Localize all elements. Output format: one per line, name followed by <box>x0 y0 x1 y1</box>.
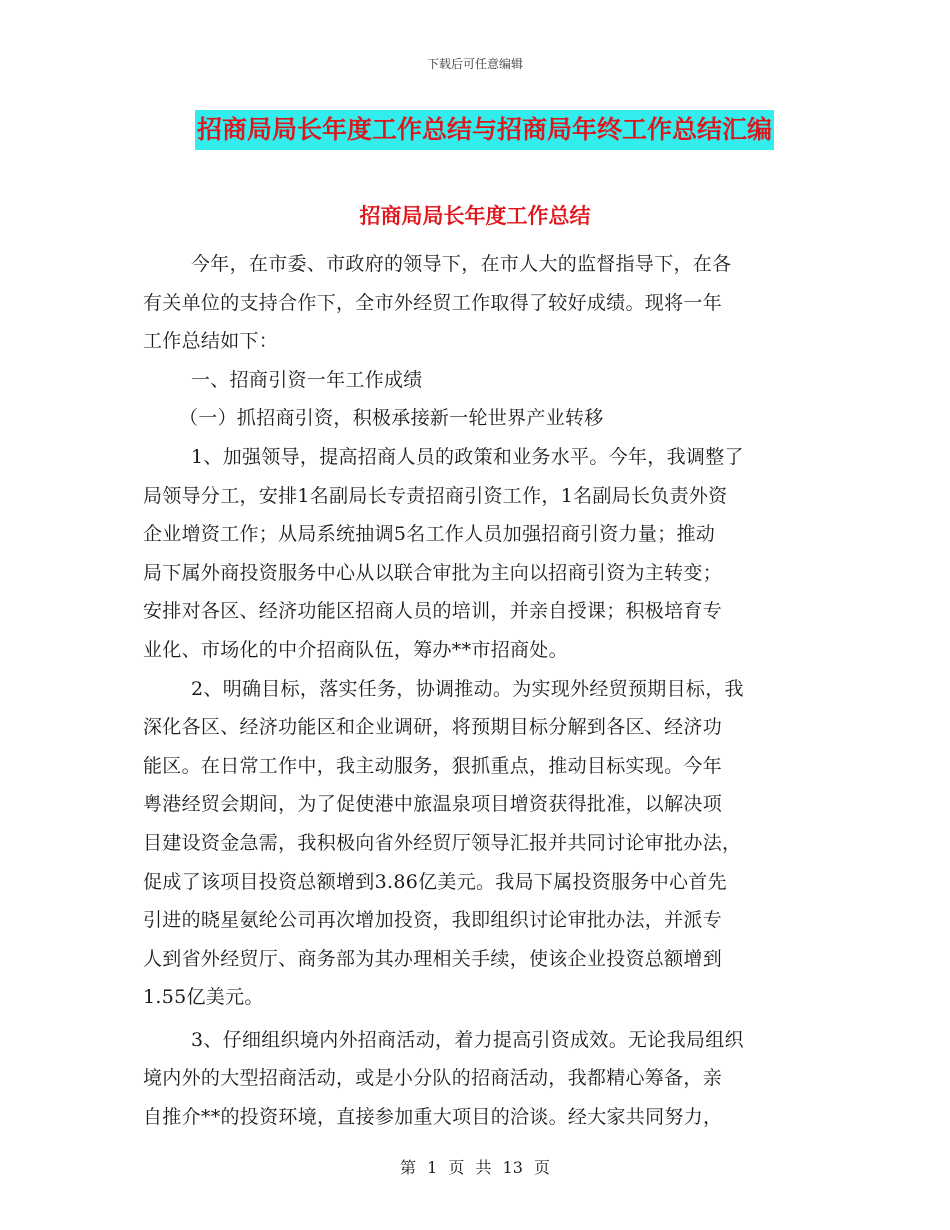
paragraph-line: 1、加强领导，提高招商人员的政策和业务水平。今年，我调整了 <box>191 445 744 468</box>
paragraph-line: 境内外的大型招商活动，或是小分队的招商活动，我都精心筹备，亲 <box>143 1067 723 1090</box>
paragraph-line: 促成了该项目投资总额增到3.86亿美元。我局下属投资服务中心首先 <box>143 870 727 893</box>
paragraph-line: 自推介**的投资环境，直接参加重大项目的洽谈。经大家共同努力， <box>143 1106 723 1129</box>
paragraph-line: 人到省外经贸厅、商务部为其办理相关手续，使该企业投资总额增到 <box>143 947 723 970</box>
paragraph-line: 有关单位的支持合作下，全市外经贸工作取得了较好成绩。现将一年 <box>143 291 723 314</box>
paragraph-line: 安排对各区、经济功能区招商人员的培训，并亲自授课；积极培育专 <box>143 600 723 623</box>
header-note: 下载后可任意编辑 <box>426 57 523 71</box>
heading-line: （一）抓招商引资，积极承接新一轮世界产业转移 <box>179 407 604 430</box>
paragraph-line: 3、仔细组织境内外招商活动，着力提高引资成效。无论我局组织 <box>191 1028 744 1051</box>
paragraph-line: 粤港经贸会期间，为了促使港中旅温泉项目增资获得批准，以解决项 <box>143 793 723 816</box>
paragraph-line: 引进的晓星氨纶公司再次增加投资，我即组织讨论审批办法，并派专 <box>143 909 723 932</box>
paragraph-line: 1.55亿美元。 <box>143 986 264 1009</box>
section-title: 招商局局长年度工作总结 <box>359 204 591 228</box>
paragraph-line: 今年，在市委、市政府的领导下，在市人大的监督指导下，在各 <box>191 253 732 275</box>
paragraph-line: 深化各区、经济功能区和企业调研，将预期目标分解到各区、经济功 <box>143 716 723 739</box>
paragraph-line: 工作总结如下： <box>143 330 279 353</box>
paragraph-line: 业化、市场化的中介招商队伍，筹办**市招商处。 <box>143 638 568 661</box>
paragraph-line: 目建设资金急需，我积极向省外经贸厅领导汇报并共同讨论审批办法， <box>143 831 742 854</box>
paragraph-line: 企业增资工作；从局系统抽调5名工作人员加强招商引资力量；推动 <box>143 523 716 546</box>
body-text <box>143 245 808 1137</box>
document-main-title: 招商局局长年度工作总结与招商局年终工作总结汇编 <box>195 110 774 150</box>
heading-line: 一、招商引资一年工作成绩 <box>191 368 423 391</box>
paragraph-line: 局领导分工，安排1名副局长专责招商引资工作，1名副局长负责外资 <box>143 484 728 507</box>
paragraph-line: 能区。在日常工作中，我主动服务，狠抓重点，推动目标实现。今年 <box>143 754 723 777</box>
page-footer: 第 1 页 共 13 页 <box>400 1158 550 1177</box>
paragraph-line: 局下属外商投资服务中心从以联合审批为主向以招商引资为主转变； <box>143 561 723 584</box>
paragraph-line: 2、明确目标，落实任务，协调推动。为实现外经贸预期目标，我 <box>191 677 744 700</box>
